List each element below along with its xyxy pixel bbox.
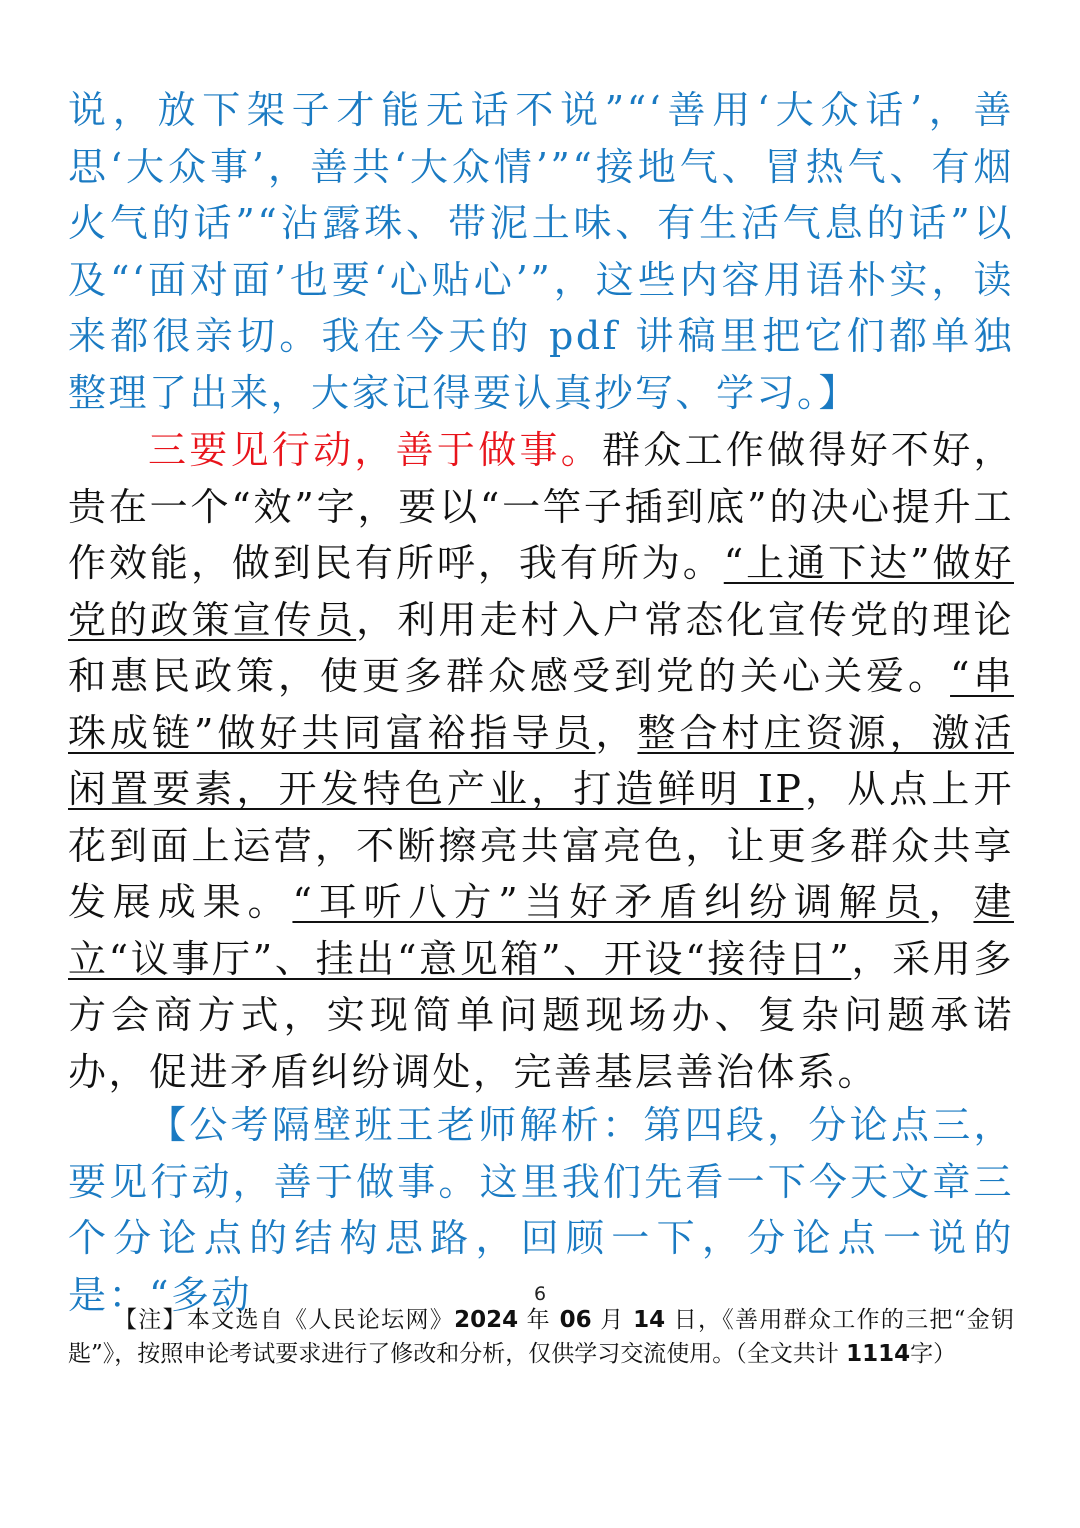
body-text: ， xyxy=(595,710,638,755)
body-text: ，利用走村入户常态化宣传党的理论和惠民政策，使更多群众感受到党的关心关爱。 xyxy=(68,597,1014,698)
underlined-phrase: 建立“议事厅”、挂出“意见箱”、开设“接待日” xyxy=(68,880,1014,981)
underlined-phrase: “耳听八方”当好矛盾纠纷调解员 xyxy=(292,880,929,924)
footnote xyxy=(68,1303,1014,1371)
footnote-text: 日，《善用群众工作的三把“金钥匙”》，按照申论考试要求进行了修改和分析，仅供学习交流使用。（全文共计 xyxy=(68,1307,1015,1367)
footnote-text: 【注】本文选自《人民论坛网》 xyxy=(114,1307,455,1333)
body-intro: 群众工作做得好不好，贵在一个“效”字，要以“一竿子插到底”的决心提升工作效能，做到民有所呼，我有所为。 xyxy=(68,428,1014,585)
commentary-paragraph: 【公考隔壁班王老师解析：第四段，分论点三，要见行动，善于做事。这里我们先看一下今天文章三个分论点的结构思路，回顾一下，分论点一说的是：“多动 xyxy=(68,1103,1014,1317)
section-heading: 三要见行动，善于做事。 xyxy=(148,428,603,472)
underlined-phrase: “上通下达”做好党的政策宣传员 xyxy=(68,541,1014,642)
footnote-text: 字） xyxy=(910,1341,957,1367)
commentary-continuation: 说，放下架子才能无话不说”“‘善用‘大众话’，善思‘大众事’，善共‘大众情’”“接地气、冒热气、有烟火气的话”“沾露珠、带泥土味、有生活气息的话”以及“‘面对面’也要‘心贴心’”，这些内容用语朴实，读来都很亲切。我在今天的 pdf 讲稿里把它们都单独整理了出来，大家记得要认真抄写、学习。】 xyxy=(68,88,1014,415)
underlined-phrase: 整合村庄资源，激活闲置要素，开发特色产业，打造鲜明 IP xyxy=(68,710,1014,811)
footnote-month: 06 xyxy=(559,1307,592,1333)
footnote-day: 14 xyxy=(633,1307,666,1333)
footnote-year: 2024 xyxy=(454,1307,519,1333)
footnote-text: 年 xyxy=(518,1307,560,1333)
body-text: ，从点上开花到面上运营，不断擦亮共富亮色，让更多群众共享发展成果。 xyxy=(68,767,1014,924)
body-text: ， xyxy=(928,880,974,924)
footnote-count: 1114 xyxy=(846,1341,911,1367)
underlined-phrase: “串珠成链”做好共同富裕指导员 xyxy=(68,654,1014,755)
page-number: 6 xyxy=(533,1283,547,1305)
body-text: ，采用多方会商方式，实现简单问题现场办、复杂问题承诺办，促进矛盾纠纷调处，完善基层善治体系。 xyxy=(68,936,1014,1094)
footnote-text: 月 xyxy=(591,1307,634,1333)
body-paragraph xyxy=(68,422,1014,1100)
